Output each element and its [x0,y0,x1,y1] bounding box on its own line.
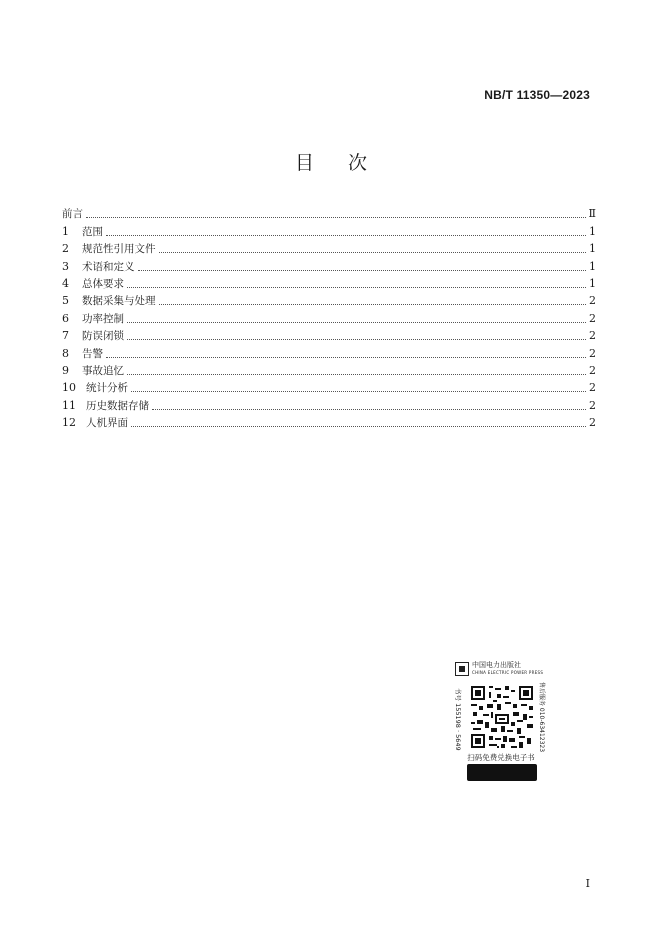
toc-entry-page: 2 [589,416,596,430]
toc-leader-dots [131,425,586,427]
toc-leader-dots [106,234,586,236]
toc-entry-label: 前言 [62,208,83,221]
toc-entry-label: 范围 [82,225,103,238]
toc-title-char-2: 次 [348,152,368,174]
publisher-name-en: CHINA ELECTRIC POWER PRESS [472,670,544,675]
toc-entry-label: 规范性引用文件 [82,243,156,256]
toc-entry-label: 统计分析 [86,382,128,395]
publisher-header [455,660,547,682]
toc-entry-number: 3 [62,259,69,273]
toc-entry-page: 2 [589,363,596,377]
toc-entry-number: 8 [62,346,69,360]
toc-entry[interactable] [62,378,596,395]
toc-entry[interactable] [62,413,596,430]
toc-entry-number: 11 [62,398,76,412]
toc-entry[interactable] [62,361,596,378]
toc-leader-dots [131,390,586,392]
qr-caption: 扫码免费兑换电子书 [467,753,535,762]
toc-leader-dots [127,321,586,323]
toc-entry[interactable] [62,274,596,291]
standard-code: NB/T 11350—2023 [484,88,590,102]
toc-entry-label: 人机界面 [86,417,128,430]
toc-entry-page: 1 [589,242,596,256]
toc-entry[interactable] [62,256,596,273]
toc-entry-label: 功率控制 [82,312,124,325]
toc-entry[interactable] [62,221,596,238]
toc-entry[interactable] [62,343,596,360]
service-phone-line: 售后服务 010-63412323 [538,682,545,753]
toc-entry-page: 1 [589,276,596,290]
toc-entry[interactable] [62,291,596,308]
publisher-logo-icon [455,662,469,676]
toc-entry-page: 1 [589,224,596,238]
qr-ebook-block [455,660,547,785]
toc-leader-dots [127,286,586,288]
qr-code-icon[interactable] [469,684,535,750]
toc-entry-label: 告警 [82,347,103,360]
toc-entry-number: 2 [62,242,69,256]
toc-entry-page: 2 [589,398,596,412]
toc-entry-page: 1 [589,259,596,273]
toc-entry-number: 1 [62,224,69,238]
toc-leader-dots [127,338,586,340]
toc-entry-number: 7 [62,329,69,343]
isbn-line: 书号 155198 · 5649 [454,688,462,751]
toc-entry-page: 2 [589,381,596,395]
toc-leader-dots [106,356,586,358]
page-number: I [585,877,590,890]
toc-entry-label: 总体要求 [82,277,124,290]
toc-entry-page: Ⅱ [588,207,596,221]
toc-title-char-1: 目 [294,152,314,174]
toc-entry-page: 2 [589,346,596,360]
redaction-bar [467,764,537,781]
toc-leader-dots [127,373,586,375]
table-of-contents [62,204,596,430]
toc-leader-dots [138,269,587,271]
toc-entry-label: 术语和定义 [82,260,135,273]
toc-title [0,148,662,175]
toc-leader-dots [159,303,587,305]
toc-entry[interactable] [62,308,596,325]
toc-leader-dots [152,408,586,410]
toc-entry-label: 防误闭锁 [82,330,124,343]
publisher-name: 中国电力出版社 [472,661,521,669]
toc-entry-number: 6 [62,311,69,325]
toc-entry-page: 2 [589,311,596,325]
toc-entry[interactable] [62,204,596,221]
toc-entry-page: 2 [589,294,596,308]
toc-entry-page: 2 [589,329,596,343]
toc-entry-number: 5 [62,294,69,308]
toc-entry-label: 事故追忆 [82,364,124,377]
toc-entry-number: 4 [62,276,69,290]
toc-entry-number: 12 [62,416,76,430]
toc-entry-label: 数据采集与处理 [82,295,156,308]
toc-entry[interactable] [62,326,596,343]
toc-entry-number: 10 [62,381,76,395]
toc-entry[interactable] [62,239,596,256]
toc-entry[interactable] [62,395,596,412]
toc-entry-number: 9 [62,363,69,377]
toc-entry-label: 历史数据存储 [86,399,149,412]
toc-leader-dots [86,216,586,218]
toc-leader-dots [159,251,587,253]
